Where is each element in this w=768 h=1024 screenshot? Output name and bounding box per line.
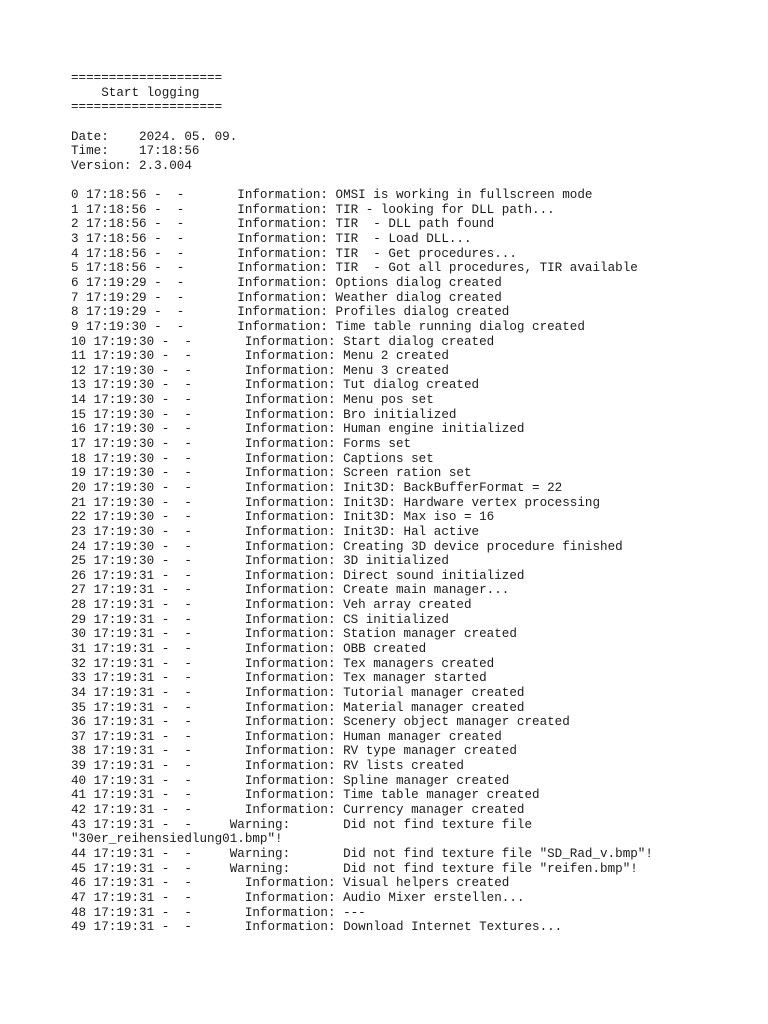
log-entry: 13 17:19:30 - - Information: Tut dialog created [71, 378, 480, 393]
log-entry: 45 17:19:31 - - Warning: Did not find texture file "reifen.bmp"! [71, 861, 638, 876]
log-entry: 41 17:19:31 - - Information: Time table manager created [71, 788, 540, 803]
log-entry: 39 17:19:31 - - Information: RV lists created [71, 759, 464, 774]
log-entry: 0 17:18:56 - - Information: OMSI is working in fullscreen mode [71, 188, 593, 203]
log-entry: 32 17:19:31 - - Information: Tex managers created [71, 656, 495, 671]
log-entry: 28 17:19:31 - - Information: Veh array created [71, 598, 472, 613]
log-title: Start logging [71, 85, 200, 100]
blank-line [71, 173, 748, 188]
version-line: Version: 2.3.004 [71, 158, 192, 173]
log-entry: 9 17:19:30 - - Information: Time table running dialog created [71, 319, 585, 334]
log-entry: 31 17:19:31 - - Information: OBB created [71, 641, 427, 656]
log-entry: 24 17:19:30 - - Information: Creating 3D device procedure finished [71, 539, 623, 554]
log-entry: 15 17:19:30 - - Information: Bro initialized [71, 407, 457, 422]
log-entry: 43 17:19:31 - - Warning: Did not find texture file [71, 817, 533, 832]
log-entry: 8 17:19:29 - - Information: Profiles dialog created [71, 305, 510, 320]
log-entry: 37 17:19:31 - - Information: Human manager created [71, 729, 502, 744]
log-entry: 44 17:19:31 - - Warning: Did not find texture file "SD_Rad_v.bmp"! [71, 846, 653, 861]
log-entry: 18 17:19:30 - - Information: Captions set [71, 451, 434, 466]
log-entry: 46 17:19:31 - - Information: Visual helpers created [71, 876, 510, 891]
log-entry: 34 17:19:31 - - Information: Tutorial manager created [71, 685, 525, 700]
log-entry: 33 17:19:31 - - Information: Tex manager started [71, 671, 487, 686]
log-entry: 49 17:19:31 - - Information: Download Internet Textures... [71, 920, 563, 935]
header-rule-top: ==================== [71, 71, 223, 85]
log-entry: 5 17:18:56 - - Information: TIR - Got all procedures, TIR available [71, 261, 638, 276]
log-entry: 40 17:19:31 - - Information: Spline manager created [71, 773, 510, 788]
log-entry: 3 17:18:56 - - Information: TIR - Load DLL... [71, 232, 472, 247]
log-entry: 2 17:18:56 - - Information: TIR - DLL path found [71, 217, 495, 232]
log-entry: 19 17:19:30 - - Information: Screen ration set [71, 466, 472, 481]
log-entries [71, 188, 748, 935]
log-entry: 12 17:19:30 - - Information: Menu 3 created [71, 363, 449, 378]
log-entry: 25 17:19:30 - - Information: 3D initialized [71, 554, 449, 569]
log-entry: 7 17:19:29 - - Information: Weather dialog created [71, 290, 502, 305]
log-entry: 38 17:19:31 - - Information: RV type manager created [71, 744, 517, 759]
log-entry: 48 17:19:31 - - Information: --- [71, 905, 366, 920]
log-entry: 4 17:18:56 - - Information: TIR - Get procedures... [71, 246, 517, 261]
log-entry: 6 17:19:29 - - Information: Options dialog created [71, 275, 502, 290]
log-document [71, 71, 748, 935]
log-entry: 26 17:19:31 - - Information: Direct sound initialized [71, 568, 525, 583]
header-rule-bottom: ==================== [71, 100, 223, 115]
log-entry: 16 17:19:30 - - Information: Human engine initialized [71, 422, 525, 437]
log-entry: 11 17:19:30 - - Information: Menu 2 created [71, 349, 449, 364]
log-entry: 35 17:19:31 - - Information: Material manager created [71, 700, 525, 715]
log-entry: 47 17:19:31 - - Information: Audio Mixer erstellen... [71, 890, 525, 905]
log-entry: 36 17:19:31 - - Information: Scenery object manager created [71, 715, 570, 730]
log-entry: 1 17:18:56 - - Information: TIR - looking for DLL path... [71, 202, 555, 217]
time-line: Time: 17:18:56 [71, 144, 200, 159]
log-entry: 29 17:19:31 - - Information: CS initialized [71, 612, 449, 627]
log-entry: 42 17:19:31 - - Information: Currency manager created [71, 803, 525, 818]
log-entry: "30er_reihensiedlung01.bmp"! [71, 832, 283, 847]
log-entry: 22 17:19:30 - - Information: Init3D: Max iso = 16 [71, 510, 495, 525]
date-line: Date: 2024. 05. 09. [71, 129, 238, 144]
log-entry: 30 17:19:31 - - Information: Station manager created [71, 627, 517, 642]
log-entry: 27 17:19:31 - - Information: Create main manager... [71, 583, 510, 598]
log-entry: 10 17:19:30 - - Information: Start dialog created [71, 334, 495, 349]
log-entry: 21 17:19:30 - - Information: Init3D: Hardware vertex processing [71, 495, 601, 510]
log-entry: 17 17:19:30 - - Information: Forms set [71, 437, 412, 452]
log-entry: 23 17:19:30 - - Information: Init3D: Hal active [71, 524, 480, 539]
log-entry: 20 17:19:30 - - Information: Init3D: BackBufferFormat = 22 [71, 480, 563, 495]
log-entry: 14 17:19:30 - - Information: Menu pos set [71, 393, 434, 408]
blank-line [71, 115, 748, 130]
